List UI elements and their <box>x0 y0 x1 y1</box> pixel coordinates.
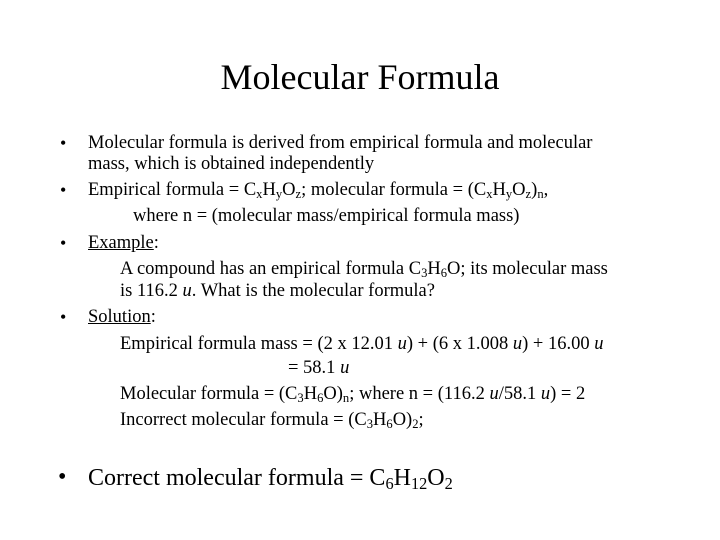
element-h-2: H <box>492 180 506 200</box>
solution-1c: ) + 16.00 <box>522 334 595 354</box>
element-h: H <box>393 465 411 491</box>
example-text-b: O; its molecular mass <box>447 259 608 279</box>
element-h: H <box>262 180 276 200</box>
element-o-2: O <box>512 180 526 200</box>
bullet-5-line <box>88 464 453 492</box>
bullet-3-line-label <box>88 232 159 254</box>
subscript-6: 6 <box>385 474 394 494</box>
solution-line-2 <box>288 357 349 379</box>
bullet-5-marker: • <box>58 464 67 490</box>
subscript-x-2: x <box>486 187 493 202</box>
bullet-1-text-1: Molecular formula is derived from empirical formula and molecular <box>88 133 593 153</box>
subscript-y-2: y <box>505 187 513 202</box>
subscript-y: y <box>275 187 283 202</box>
subscript-6: 6 <box>440 266 448 281</box>
element-o: O <box>427 465 445 491</box>
solution-1a: Empirical formula mass = (2 x 12.01 <box>120 334 398 354</box>
example-text-a: A compound has an empirical formula C <box>120 259 422 279</box>
subscript-2: 2 <box>444 474 453 494</box>
solution-2a: = 58.1 <box>288 358 341 378</box>
bullet-2-end: , <box>543 180 549 200</box>
subscript-6: 6 <box>317 391 324 406</box>
bullet-2-line-1 <box>88 179 548 201</box>
bullet-3-line-1 <box>120 258 608 280</box>
bullet-1-text-2: mass, which is obtained independently <box>88 154 375 174</box>
solution-colon: : <box>150 307 156 327</box>
subscript-2: 2 <box>412 417 419 432</box>
bullet-2-line-2 <box>133 205 519 227</box>
example-label: Example <box>88 233 154 253</box>
solution-3d: /58.1 <box>498 384 541 404</box>
example-text-c: is 116.2 <box>120 281 183 301</box>
subscript-6: 6 <box>386 417 393 432</box>
bullet-1-marker: • <box>60 133 67 153</box>
subscript-x: x <box>256 187 263 202</box>
bullet-2-mid: ; molecular formula = (C <box>301 180 487 200</box>
bullet-4-marker: • <box>60 307 67 327</box>
subscript-3: 3 <box>297 391 304 406</box>
unit-u: u <box>594 334 604 354</box>
solution-3a: Molecular formula = (C <box>120 384 298 404</box>
page-title: Molecular Formula <box>220 57 500 97</box>
bullet-3-marker: • <box>60 233 67 253</box>
unit-u: u <box>340 358 350 378</box>
example-text-d: . What is the molecular formula? <box>191 281 435 301</box>
solution-line-4 <box>120 409 424 431</box>
subscript-3: 3 <box>421 266 428 281</box>
element-h-3: H <box>427 259 441 279</box>
element-h: H <box>373 410 387 430</box>
solution-1b: ) + (6 x 1.008 <box>406 334 513 354</box>
unit-u: u <box>397 334 407 354</box>
bullet-2-marker: • <box>60 180 67 200</box>
unit-u: u <box>489 384 499 404</box>
unit-u: u <box>182 281 192 301</box>
bullet-2-prefix: Empirical formula = C <box>88 180 257 200</box>
solution-line-3 <box>120 383 585 405</box>
subscript-n: n <box>342 391 350 406</box>
solution-4c: ; <box>418 410 424 430</box>
bullet-2-text-2: where n = (molecular mass/empirical formula mass) <box>133 206 520 226</box>
correct-formula-text: Correct molecular formula = C <box>88 465 386 491</box>
bullet-3-line-2 <box>120 280 435 302</box>
subscript-z: z <box>295 187 302 202</box>
bullet-1-line-2 <box>88 153 374 175</box>
example-colon: : <box>153 233 159 253</box>
unit-u: u <box>540 384 551 404</box>
solution-line-1 <box>120 333 603 355</box>
bullet-1-line-1 <box>88 132 592 154</box>
unit-u: u <box>512 334 523 354</box>
bullet-4-line-label <box>88 306 156 328</box>
subscript-3: 3 <box>366 417 374 432</box>
subscript-n: n <box>537 187 544 202</box>
subscript-z-2: z <box>525 187 532 202</box>
close-paren: ) <box>531 180 538 200</box>
solution-3e: ) = 2 <box>550 384 586 404</box>
solution-3c: ; where n = (116.2 <box>349 384 490 404</box>
solution-label: Solution <box>88 307 151 327</box>
element-h: H <box>303 384 318 404</box>
element-o: O <box>282 180 296 200</box>
solution-4b: O) <box>392 410 413 430</box>
solution-4a: Incorrect molecular formula = (C <box>120 410 367 430</box>
subscript-12: 12 <box>410 474 428 494</box>
solution-3b: O) <box>323 384 343 404</box>
